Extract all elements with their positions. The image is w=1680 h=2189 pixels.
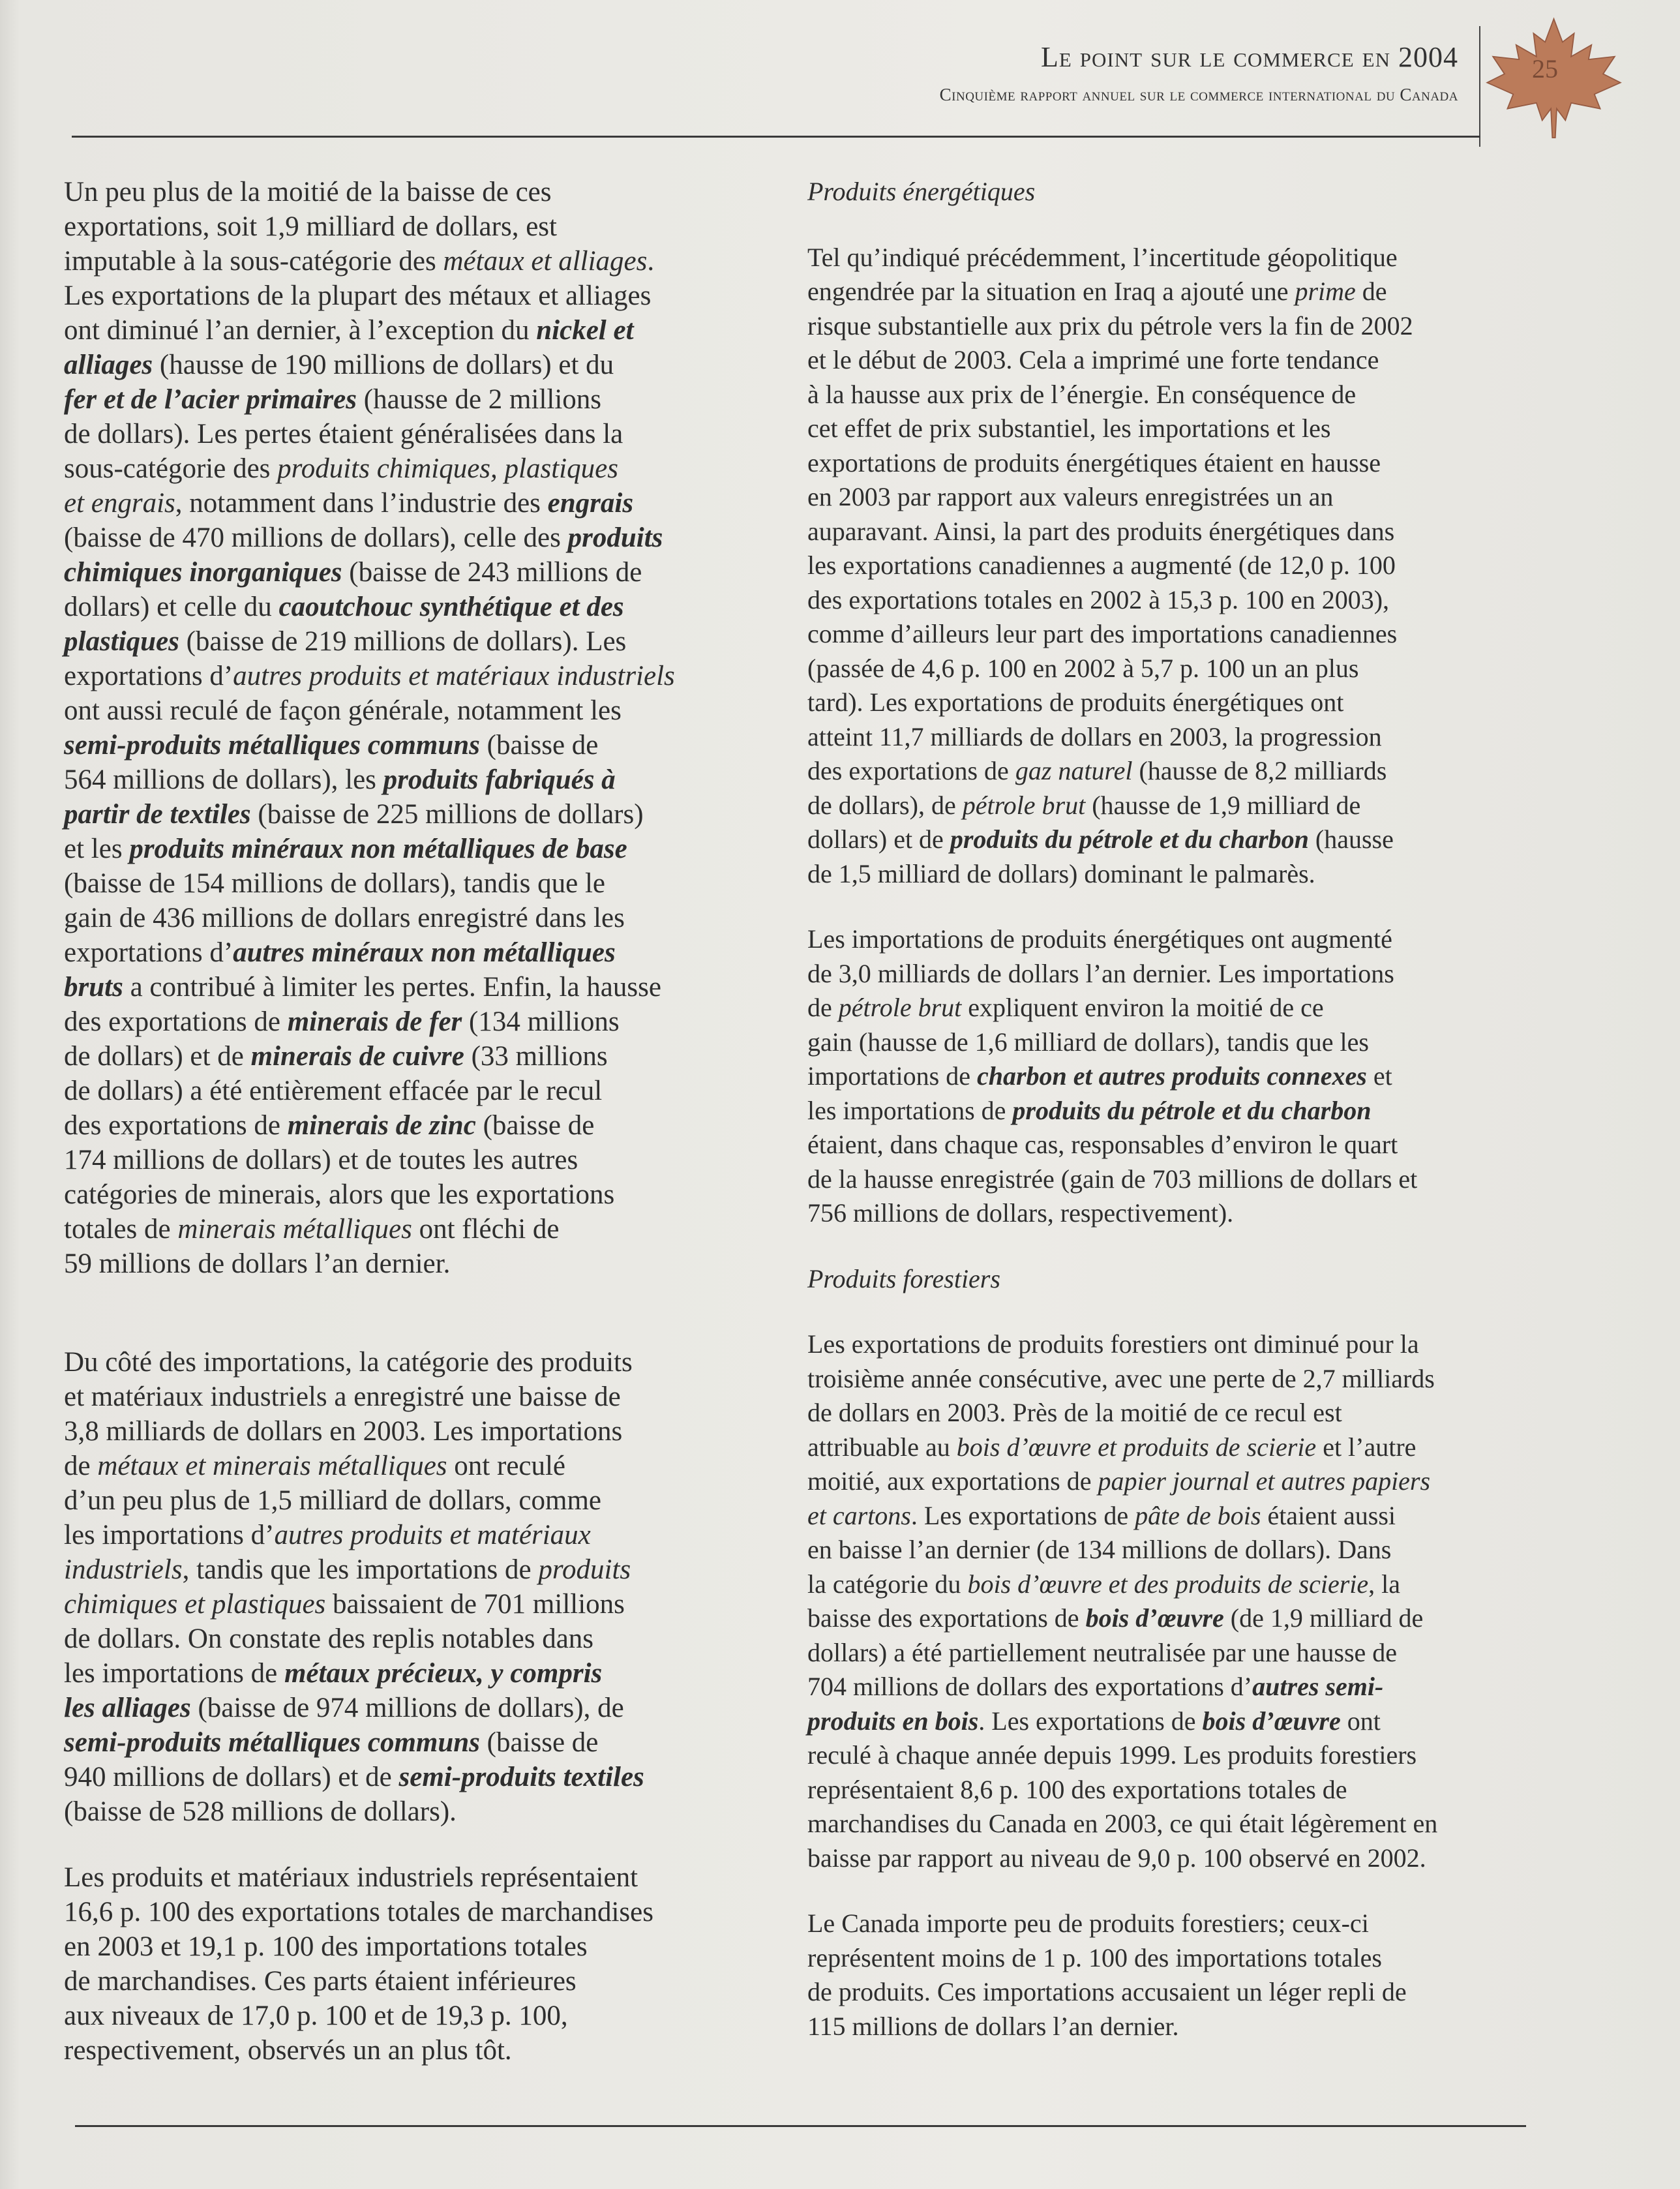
text-run: (baisse de 974 millions de dollars), de xyxy=(190,1693,624,1723)
text-run: (baisse de xyxy=(479,1727,599,1758)
text-line xyxy=(64,590,801,624)
text-line xyxy=(807,1601,1525,1636)
text-line xyxy=(64,1860,801,1895)
emphasis-text: prime xyxy=(1295,277,1356,306)
text-line xyxy=(807,922,1525,957)
text-line xyxy=(807,1567,1525,1602)
emphasis-text: bois d’œuvre xyxy=(1085,1603,1224,1633)
text-line xyxy=(64,244,801,279)
text-run: dollars) et celle du xyxy=(64,592,279,622)
text-run: (baisse de 470 millions de dollars), celle des xyxy=(64,522,568,553)
text-run: 940 millions de dollars) et de xyxy=(64,1762,399,1792)
text-run: cet effet de prix substantiel, les importations et les xyxy=(807,414,1331,443)
text-run: atteint 11,7 milliards de dollars en 2003, la progression xyxy=(807,721,1382,751)
text-line xyxy=(807,412,1525,446)
left-column xyxy=(64,175,801,2068)
emphasis-text: semi-produits métalliques communs xyxy=(64,1727,480,1758)
text-line xyxy=(807,241,1525,275)
text-run: exportations de produits énergétiques étaient en hausse xyxy=(807,447,1381,477)
text-run: marchandises du Canada en 2003, ce qui était légèrement en xyxy=(807,1809,1438,1838)
text-run: 564 millions de dollars), les xyxy=(64,764,383,795)
text-run: 59 millions de dollars l’an dernier. xyxy=(64,1248,451,1279)
text-run: (baisse de 154 millions de dollars), tandis que le xyxy=(64,868,605,899)
emphasis-text: pâte de bois xyxy=(1135,1500,1261,1530)
paragraph xyxy=(64,175,801,1281)
emphasis-text: semi-produits métalliques communs xyxy=(64,730,480,761)
text-line xyxy=(64,832,801,866)
text-run: importations de xyxy=(807,1061,977,1091)
text-run: de xyxy=(64,1451,98,1481)
text-line xyxy=(807,583,1525,618)
text-line xyxy=(64,348,801,382)
text-line xyxy=(807,515,1525,549)
text-line xyxy=(64,1760,801,1794)
text-line xyxy=(807,1128,1525,1162)
text-run: de xyxy=(807,993,839,1022)
emphasis-text: chimiques et plastiques xyxy=(64,1589,326,1620)
text-line xyxy=(64,1691,801,1725)
emphasis-text: pétrole brut xyxy=(838,993,962,1022)
text-run: totales de xyxy=(64,1214,178,1245)
text-line xyxy=(64,1380,801,1414)
text-run: les exportations canadiennes a augmenté (de 12,0 p. 100 xyxy=(807,551,1396,580)
text-run: des exportations de xyxy=(807,756,1015,785)
text-run: les importations d’ xyxy=(64,1520,275,1550)
text-run: Tel qu’indiqué précédemment, l’incertitude géopolitique xyxy=(807,242,1398,272)
header-rule xyxy=(72,136,1480,138)
text-run: attribuable au xyxy=(807,1432,957,1462)
emphasis-text: plastiques xyxy=(64,626,179,657)
text-line xyxy=(64,1622,801,1656)
running-header-title: Le point sur le commerce en 2004 xyxy=(1040,41,1458,73)
text-run: de dollars), de xyxy=(807,790,963,820)
text-run: Le Canada importe peu de produits forestiers; ceux-ci xyxy=(807,1909,1369,1938)
text-run: exportations, soit 1,9 milliard de dollars, est xyxy=(64,211,557,242)
text-line xyxy=(807,1430,1525,1465)
text-run: gain (hausse de 1,6 milliard de dollars), tandis que les xyxy=(807,1027,1369,1057)
text-line xyxy=(64,970,801,1004)
emphasis-text: produits en bois xyxy=(807,1706,979,1736)
text-line xyxy=(64,1246,801,1281)
text-line xyxy=(64,1552,801,1587)
text-line xyxy=(64,1964,801,1999)
text-run: de dollars. On constate des replis notables dans xyxy=(64,1623,594,1654)
text-run: tard). Les exportations de produits énergétiques ont xyxy=(807,687,1344,717)
text-line xyxy=(64,1004,801,1039)
text-run: (hausse xyxy=(1308,824,1394,854)
text-run: ont reculé xyxy=(447,1451,566,1481)
text-run: engendrée par la situation en Iraq a ajouté une xyxy=(807,277,1295,306)
text-line xyxy=(807,275,1525,309)
text-run: et les xyxy=(64,834,130,864)
text-run: . xyxy=(647,246,655,277)
text-line xyxy=(807,1807,1525,1841)
text-run: (de 1,9 milliard de xyxy=(1223,1603,1424,1633)
text-line xyxy=(807,1327,1525,1362)
text-line xyxy=(64,1587,801,1622)
emphasis-text: minerais de cuivre xyxy=(250,1041,464,1072)
emphasis-text: gaz naturel xyxy=(1015,756,1133,785)
emphasis-text: produits fabriqués à xyxy=(383,764,616,795)
text-run: . Les exportations de xyxy=(978,1706,1203,1736)
text-line xyxy=(807,957,1525,991)
text-run: (hausse de 8,2 milliards xyxy=(1132,756,1387,785)
text-run: de dollars) et de xyxy=(64,1041,251,1072)
text-line xyxy=(64,1895,801,1929)
text-line xyxy=(64,279,801,313)
text-run: (baisse de xyxy=(475,1110,595,1141)
text-line xyxy=(64,1039,801,1074)
text-run: de dollars). Les pertes étaient généralisées dans la xyxy=(64,419,623,449)
text-run: (baisse de 219 millions de dollars). Les xyxy=(179,626,627,657)
text-run: comme d’ailleurs leur part des importations canadiennes xyxy=(807,619,1398,648)
text-run: dollars) a été partiellement neutralisée par une hausse de xyxy=(807,1637,1398,1667)
text-run: ont diminué l’an dernier, à l’exception du xyxy=(64,315,537,346)
text-line xyxy=(64,1143,801,1177)
text-line xyxy=(807,1162,1525,1197)
text-line xyxy=(807,446,1525,481)
emphasis-text: autres produits et matériaux industriels xyxy=(233,661,675,691)
text-line xyxy=(807,1396,1525,1430)
text-line xyxy=(64,1794,801,1829)
paragraph xyxy=(807,922,1525,1231)
emphasis-text: autres minéraux non métalliques xyxy=(233,937,616,968)
text-line xyxy=(64,1177,801,1212)
emphasis-text: bois d’œuvre et produits de scierie xyxy=(956,1432,1317,1462)
emphasis-text: métaux et minerais métalliques xyxy=(97,1451,447,1481)
text-run: de produits. Ces importations accusaient un léger repli de xyxy=(807,1977,1407,2006)
text-line xyxy=(64,935,801,970)
text-run: 756 millions de dollars, respectivement). xyxy=(807,1198,1234,1228)
text-line xyxy=(64,175,801,209)
text-run: troisième année consécutive, avec une perte de 2,7 milliards xyxy=(807,1363,1435,1393)
text-line xyxy=(64,659,801,693)
text-line xyxy=(64,797,801,832)
text-run: (33 millions xyxy=(464,1041,608,1072)
emphasis-text: métaux précieux, y compris xyxy=(284,1658,603,1689)
text-run: (passée de 4,6 p. 100 en 2002 à 5,7 p. 100 un an plus xyxy=(807,653,1359,683)
text-run: Les exportations de produits forestiers ont diminué pour la xyxy=(807,1329,1419,1359)
emphasis-text: bruts xyxy=(64,972,123,1003)
emphasis-text: produits du pétrole et du charbon xyxy=(1012,1095,1372,1125)
text-run: respectivement, observés un an plus tôt. xyxy=(64,2035,512,2066)
right-column xyxy=(807,175,1525,2044)
text-run: et matériaux industriels a enregistré une baisse de xyxy=(64,1381,621,1412)
text-line xyxy=(64,901,801,935)
text-line xyxy=(64,451,801,486)
text-line xyxy=(64,1483,801,1518)
running-header-subtitle: Cinquième rapport annuel sur le commerce international du Canada xyxy=(939,85,1458,104)
text-run: a contribué à limiter les pertes. Enfin, la hausse xyxy=(123,972,661,1003)
emphasis-text: produits xyxy=(567,522,663,553)
text-run: moitié, aux exportations de xyxy=(807,1466,1098,1496)
text-run: de 3,0 milliards de dollars l’an dernier. Les importations xyxy=(807,958,1394,988)
emphasis-text: pétrole brut xyxy=(962,790,1086,820)
text-line xyxy=(807,1499,1525,1533)
text-line xyxy=(807,378,1525,412)
emphasis-text: semi-produits textiles xyxy=(398,1762,644,1792)
text-line xyxy=(807,617,1525,652)
text-line xyxy=(807,1841,1525,1876)
emphasis-text: partir de textiles xyxy=(64,799,251,830)
text-line xyxy=(807,1773,1525,1807)
text-line xyxy=(64,313,801,348)
text-line xyxy=(807,309,1525,344)
text-run: étaient aussi xyxy=(1261,1500,1396,1530)
text-line xyxy=(64,624,801,659)
text-line xyxy=(64,762,801,797)
text-run: baissaient de 701 millions xyxy=(325,1589,625,1620)
text-line xyxy=(807,686,1525,720)
text-run: sous-catégorie des xyxy=(64,453,278,484)
text-line xyxy=(807,720,1525,755)
text-line xyxy=(807,652,1525,686)
text-line xyxy=(807,1196,1525,1231)
emphasis-text: produits minéraux non métalliques de base xyxy=(129,834,627,864)
text-run: et xyxy=(1366,1061,1392,1091)
text-line xyxy=(64,209,801,244)
page-number: 25 xyxy=(1532,54,1558,83)
text-run: (hausse de 190 millions de dollars) et du xyxy=(153,350,614,380)
paragraph xyxy=(807,1327,1525,1875)
text-run: gain de 436 millions de dollars enregistré dans les xyxy=(64,903,625,933)
text-run: dollars) et de xyxy=(807,824,950,854)
text-line xyxy=(807,1907,1525,1941)
text-line xyxy=(807,1670,1525,1704)
text-run: auparavant. Ainsi, la part des produits énergétiques dans xyxy=(807,516,1395,546)
text-line xyxy=(807,1975,1525,2010)
paragraph xyxy=(64,1860,801,2068)
text-run: et le début de 2003. Cela a imprimé une forte tendance xyxy=(807,345,1379,374)
text-run: à la hausse aux prix de l’énergie. En conséquence de xyxy=(807,379,1357,409)
emphasis-text: bois d’œuvre et des produits de scierie xyxy=(967,1569,1369,1599)
emphasis-text: industriels xyxy=(64,1554,183,1585)
text-run: 16,6 p. 100 des exportations totales de marchandises xyxy=(64,1897,653,1927)
emphasis-text: et cartons xyxy=(807,1500,911,1530)
text-line xyxy=(807,857,1525,892)
text-run: la catégorie du xyxy=(807,1569,968,1599)
emphasis-text: produits du pétrole et du charbon xyxy=(950,824,1309,854)
text-run: exportations d’ xyxy=(64,661,233,691)
text-line xyxy=(64,693,801,728)
text-line xyxy=(807,480,1525,515)
text-line xyxy=(64,555,801,590)
text-run: , la xyxy=(1368,1569,1401,1599)
text-line xyxy=(64,2033,801,2068)
text-run: Les exportations de la plupart des métaux et alliages xyxy=(64,280,652,311)
text-run: Les produits et matériaux industriels représentaient xyxy=(64,1862,638,1893)
emphasis-text: chimiques inorganiques xyxy=(64,557,342,588)
text-run: d’un peu plus de 1,5 milliard de dollars, comme xyxy=(64,1485,601,1516)
text-line xyxy=(807,1362,1525,1396)
text-run: exportations d’ xyxy=(64,937,233,968)
text-run: reculé à chaque année depuis 1999. Les produits forestiers xyxy=(807,1740,1417,1770)
text-run: 174 millions de dollars) et de toutes les autres xyxy=(64,1145,578,1175)
text-run: (baisse de 225 millions de dollars) xyxy=(250,799,644,830)
text-run: ont aussi reculé de façon générale, notamment les xyxy=(64,695,622,726)
text-run: de marchandises. Ces parts étaient inférieures xyxy=(64,1966,577,1997)
text-run: les importations de xyxy=(807,1095,1013,1125)
text-line xyxy=(64,1108,801,1143)
text-run: 704 millions de dollars des exportations d’ xyxy=(807,1672,1253,1701)
text-run: (134 millions xyxy=(462,1006,620,1037)
text-line xyxy=(64,1725,801,1760)
emphasis-text: minerais de zinc xyxy=(287,1110,476,1141)
text-line xyxy=(64,1345,801,1380)
emphasis-text: métaux et alliages xyxy=(443,246,648,277)
paragraph xyxy=(807,1907,1525,2044)
text-line xyxy=(807,1704,1525,1739)
emphasis-text: minerais de fer xyxy=(287,1006,462,1037)
text-run: aux niveaux de 17,0 p. 100 et de 19,3 p. 100, xyxy=(64,2000,568,2031)
text-run: (baisse de xyxy=(479,730,599,761)
text-run: et l’autre xyxy=(1316,1432,1417,1462)
text-run: 115 millions de dollars l’an dernier. xyxy=(807,2011,1179,2041)
emphasis-text: minerais métalliques xyxy=(177,1214,412,1245)
text-line xyxy=(807,1059,1525,1094)
text-run: (baisse de 528 millions de dollars). xyxy=(64,1796,457,1827)
text-run: les importations de xyxy=(64,1658,284,1689)
text-run: (hausse de 1,9 milliard de xyxy=(1085,790,1361,820)
text-run: de dollars) a été entièrement effacée par le recul xyxy=(64,1076,603,1106)
text-line xyxy=(807,1636,1525,1670)
text-run: expliquent environ la moitié de ce xyxy=(961,993,1324,1022)
section-heading: Produits énergétiques xyxy=(807,177,1036,206)
text-line xyxy=(807,754,1525,789)
text-run: représentent moins de 1 p. 100 des importations totales xyxy=(807,1942,1382,1972)
text-run: des exportations totales en 2002 à 15,3 p. 100 en 2003), xyxy=(807,584,1390,614)
text-run: des exportations de xyxy=(64,1006,288,1037)
text-line xyxy=(64,1449,801,1483)
text-line xyxy=(64,866,801,901)
text-run: ont xyxy=(1340,1706,1381,1736)
text-line xyxy=(807,1094,1525,1128)
text-run: (baisse de 243 millions de xyxy=(342,557,642,588)
text-line xyxy=(807,343,1525,378)
section-heading: Produits forestiers xyxy=(807,1263,1000,1293)
text-line xyxy=(807,1533,1525,1567)
emphasis-text: les alliages xyxy=(64,1693,191,1723)
text-run: de dollars en 2003. Près de la moitié de ce recul est xyxy=(807,1398,1342,1427)
emphasis-text: produits chimiques, plastiques xyxy=(277,453,618,484)
text-line xyxy=(64,728,801,762)
text-run: en 2003 et 19,1 p. 100 des importations totales xyxy=(64,1931,588,1962)
emphasis-text: fer et de l’acier primaires xyxy=(64,384,357,415)
text-run: en baisse l’an dernier (de 134 millions de dollars). Dans xyxy=(807,1535,1392,1564)
text-line xyxy=(807,991,1525,1025)
text-run: , notamment dans l’industrie des xyxy=(175,488,548,519)
text-line xyxy=(64,1929,801,1964)
emphasis-text: et engrais xyxy=(64,488,175,519)
text-line xyxy=(807,1464,1525,1499)
text-line xyxy=(64,486,801,521)
emphasis-text: charbon et autres produits connexes xyxy=(976,1061,1367,1091)
text-run: 3,8 milliards de dollars en 2003. Les importations xyxy=(64,1416,623,1447)
text-run: Un peu plus de la moitié de la baisse de ces xyxy=(64,177,552,207)
text-line xyxy=(64,417,801,451)
emphasis-text: nickel et xyxy=(536,315,634,346)
text-line xyxy=(807,549,1525,583)
text-line xyxy=(807,823,1525,857)
text-run: (hausse de 2 millions xyxy=(357,384,602,415)
text-run: en 2003 par rapport aux valeurs enregistrées un an xyxy=(807,482,1334,511)
emphasis-text: autres semi- xyxy=(1252,1672,1384,1701)
text-run: ont fléchi de xyxy=(412,1214,560,1245)
text-line xyxy=(64,1212,801,1246)
text-run: baisse par rapport au niveau de 9,0 p. 100 observé en 2002. xyxy=(807,1843,1426,1873)
text-run: Les importations de produits énergétiques ont augmenté xyxy=(807,924,1392,954)
text-run: risque substantielle aux prix du pétrole vers la fin de 2002 xyxy=(807,310,1413,340)
text-run: représentaient 8,6 p. 100 des exportations totales de xyxy=(807,1774,1347,1804)
text-line xyxy=(64,1999,801,2033)
text-run: des exportations de xyxy=(64,1110,288,1141)
text-line xyxy=(64,1656,801,1691)
emphasis-text: caoutchouc synthétique et des xyxy=(278,592,624,622)
emphasis-text: papier journal et autres papiers xyxy=(1098,1466,1431,1496)
paragraph xyxy=(807,241,1525,892)
footer-rule xyxy=(75,2125,1526,2127)
text-run: de xyxy=(1355,277,1387,306)
text-run: . Les exportations de xyxy=(910,1500,1135,1530)
text-line xyxy=(807,1025,1525,1060)
emphasis-text: engrais xyxy=(547,488,634,519)
text-line xyxy=(807,1941,1525,1976)
text-line xyxy=(807,789,1525,823)
paragraph xyxy=(64,1345,801,1829)
emphasis-text: autres produits et matériaux xyxy=(274,1520,591,1550)
emphasis-text: produits xyxy=(538,1554,631,1585)
text-run: de la hausse enregistrée (gain de 703 millions de dollars et xyxy=(807,1164,1418,1194)
emphasis-text: alliages xyxy=(64,350,153,380)
text-line xyxy=(64,521,801,555)
text-line xyxy=(64,1414,801,1449)
text-run: imputable à la sous-catégorie des xyxy=(64,246,443,277)
text-run: étaient, dans chaque cas, responsables d’environ le quart xyxy=(807,1130,1398,1159)
text-run: catégories de minerais, alors que les exportations xyxy=(64,1179,615,1210)
text-run: baisse des exportations de xyxy=(807,1603,1086,1633)
text-line xyxy=(64,382,801,417)
emphasis-text: bois d’œuvre xyxy=(1202,1706,1341,1736)
text-line xyxy=(64,1518,801,1552)
text-line xyxy=(807,1738,1525,1773)
text-run: de 1,5 milliard de dollars) dominant le palmarès. xyxy=(807,858,1315,888)
text-line xyxy=(64,1074,801,1108)
text-run: Du côté des importations, la catégorie des produits xyxy=(64,1347,633,1378)
text-run: , tandis que les importations de xyxy=(182,1554,539,1585)
text-line xyxy=(807,2010,1525,2044)
